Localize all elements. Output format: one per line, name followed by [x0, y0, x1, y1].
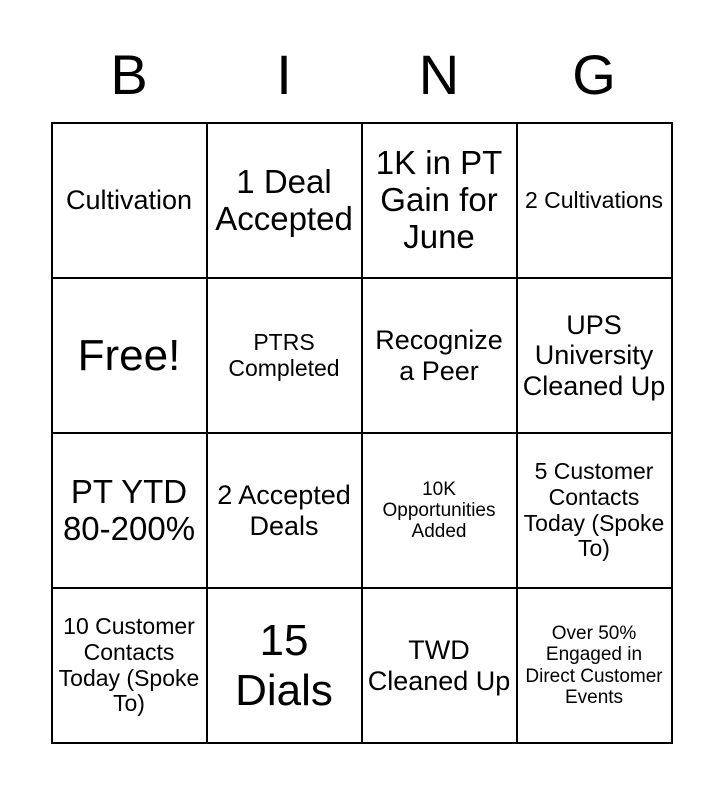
bingo-square[interactable]: 1 Deal Accepted	[207, 123, 362, 278]
bingo-square[interactable]: UPS University Cleaned Up	[517, 278, 672, 433]
bingo-row	[52, 588, 672, 743]
bingo-square[interactable]: Cultivation	[52, 123, 207, 278]
bingo-square[interactable]: PTRS Completed	[207, 278, 362, 433]
bingo-header-letter-i: I	[276, 43, 292, 106]
bingo-header-letter-n: N	[418, 43, 460, 106]
bingo-square[interactable]: 10K Opportunities Added	[362, 433, 517, 588]
bingo-square[interactable]: 1K in PT Gain for June	[362, 123, 517, 278]
bingo-square[interactable]: 5 Customer Contacts Today (Spoke To)	[517, 433, 672, 588]
bingo-square-free[interactable]: Free!	[52, 278, 207, 433]
bingo-row	[52, 433, 672, 588]
bingo-row	[52, 278, 672, 433]
bingo-square[interactable]: Over 50% Engaged in Direct Customer Events	[517, 588, 672, 743]
bingo-square[interactable]: 15 Dials	[207, 588, 362, 743]
bingo-square[interactable]: Recognize a Peer	[362, 278, 517, 433]
bingo-square[interactable]: 2 Accepted Deals	[207, 433, 362, 588]
bingo-header-letter-b: B	[110, 43, 148, 106]
bingo-header	[52, 0, 672, 106]
bingo-square[interactable]: PT YTD 80-200%	[52, 433, 207, 588]
bingo-square[interactable]: TWD Cleaned Up	[362, 588, 517, 743]
bingo-grid	[51, 122, 673, 744]
bingo-square[interactable]: 2 Cultivations	[517, 123, 672, 278]
bingo-header-letter-g: G	[572, 43, 616, 106]
bingo-row	[52, 123, 672, 278]
bingo-square[interactable]: 10 Customer Contacts Today (Spoke To)	[52, 588, 207, 743]
